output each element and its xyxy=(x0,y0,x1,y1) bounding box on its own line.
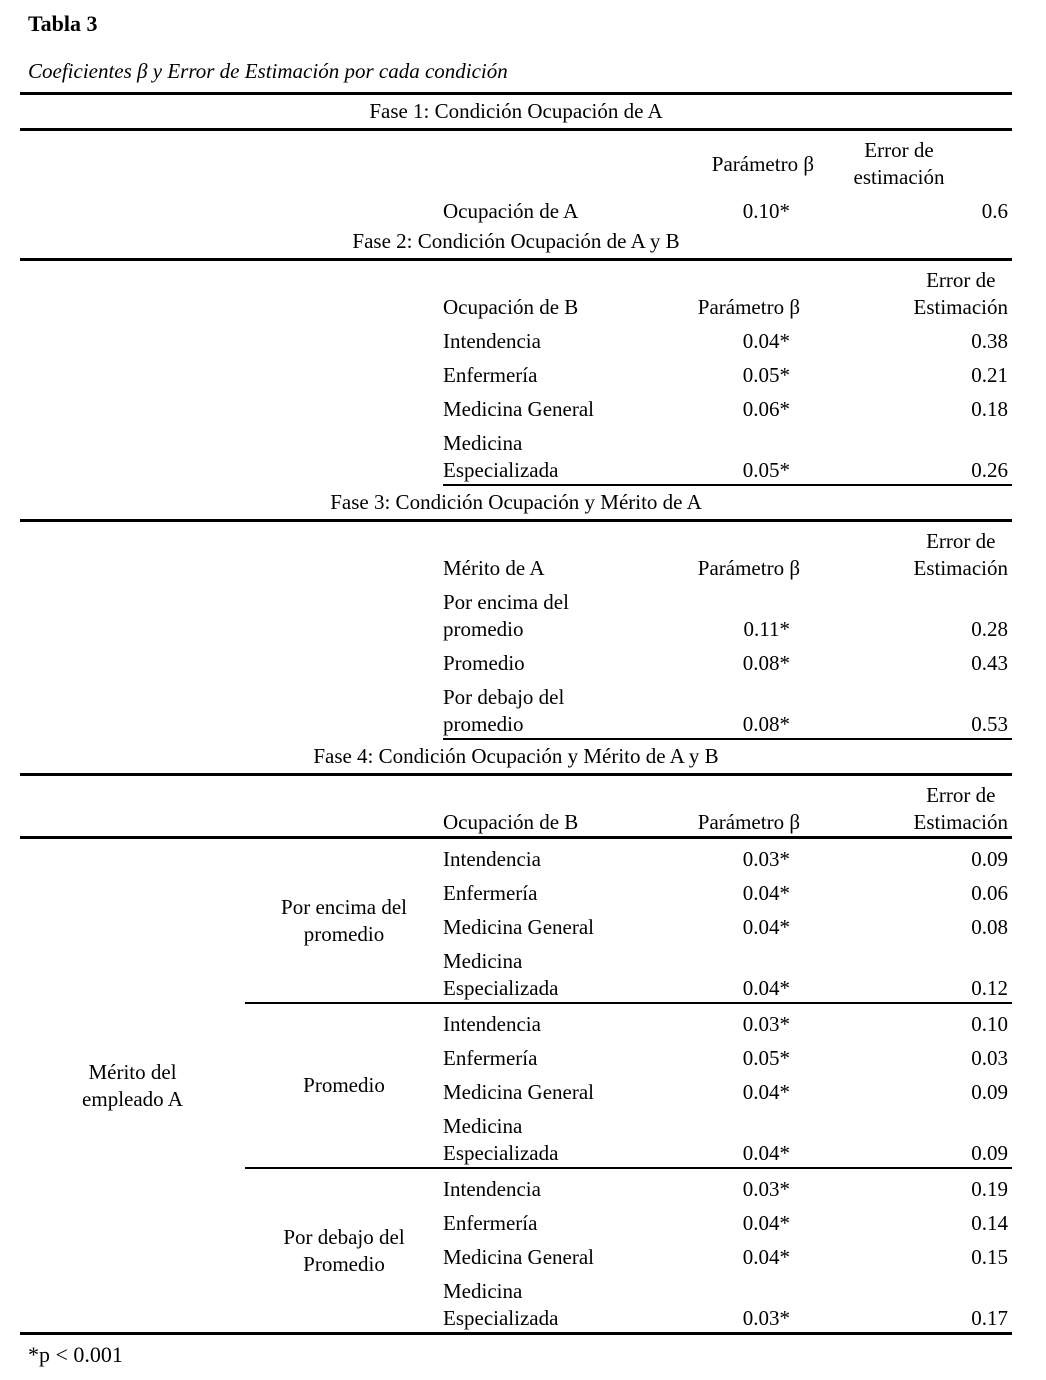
table-row xyxy=(443,907,1012,941)
error-value: 0.53 xyxy=(971,712,1008,736)
group-label: Por encima del promedio xyxy=(281,894,407,946)
row-label: Promedio xyxy=(443,651,525,675)
beta-value: 0.04* xyxy=(742,329,790,353)
col-header-parametro-label: Parámetro β xyxy=(711,151,814,176)
col-header-error-block xyxy=(854,137,945,191)
error-value: 0.09 xyxy=(971,1080,1008,1104)
row-label: Intendencia xyxy=(443,1177,541,1201)
col-header-parametro-label: Parámetro β xyxy=(697,295,800,319)
col-header-error-block xyxy=(914,782,1008,836)
group-promedio xyxy=(245,1004,1012,1169)
table-row xyxy=(20,355,1012,389)
error-value: 0.15 xyxy=(971,1245,1008,1269)
fase4-row-header xyxy=(20,839,245,1332)
error-value: 0.17 xyxy=(971,1306,1008,1330)
table-row xyxy=(20,423,1012,484)
col-header-error-line2: estimación xyxy=(853,165,945,189)
table-row xyxy=(20,191,1012,225)
row-label: Enfermería xyxy=(443,1211,538,1235)
error-value: 0.28 xyxy=(971,617,1008,641)
col-header-error-line1: Error de xyxy=(926,268,996,292)
col-header-error-line2: Estimación xyxy=(913,295,1008,319)
error-value: 0.6 xyxy=(981,199,1008,223)
col-header-ocupacion: Ocupación de B xyxy=(443,295,579,319)
table-row xyxy=(443,1106,1012,1167)
beta-value: 0.04* xyxy=(742,976,790,1000)
group-por-encima xyxy=(245,839,1012,1004)
col-header-error xyxy=(790,782,1012,836)
table-row xyxy=(443,1004,1012,1038)
error-value: 0.06 xyxy=(971,881,1008,905)
col-header-error xyxy=(790,137,1012,191)
fase4-row-header-label: Mérito del empleado A xyxy=(82,1059,183,1111)
table-row xyxy=(443,941,1012,1002)
row-label: Por debajo del promedio xyxy=(443,685,565,736)
beta-value: 0.04* xyxy=(742,1211,790,1235)
beta-value: 0.11* xyxy=(743,617,790,641)
error-value: 0.14 xyxy=(971,1211,1008,1235)
group-label: Promedio xyxy=(303,1073,385,1097)
error-value: 0.21 xyxy=(971,363,1008,387)
error-value: 0.26 xyxy=(971,458,1008,482)
col-header-error-block xyxy=(914,267,1008,321)
error-value: 0.10 xyxy=(971,1012,1008,1036)
table-row xyxy=(20,321,1012,355)
col-header-ocupacion: Ocupación de B xyxy=(443,810,579,834)
fase3-header-row xyxy=(20,522,1012,582)
col-header-error-line1: Error de xyxy=(926,529,996,553)
row-label: Por encima del promedio xyxy=(443,590,569,641)
table-row xyxy=(443,1038,1012,1072)
row-label: Intendencia xyxy=(443,1012,541,1036)
beta-value: 0.04* xyxy=(742,1080,790,1104)
col-header-error xyxy=(790,267,1012,321)
beta-value: 0.03* xyxy=(742,1306,790,1330)
row-label: Enfermería xyxy=(443,363,538,387)
col-header-error-line1: Error de xyxy=(926,783,996,807)
beta-value: 0.03* xyxy=(742,1177,790,1201)
table-row xyxy=(443,1271,1012,1332)
table xyxy=(20,92,1012,1335)
beta-value: 0.08* xyxy=(742,712,790,736)
fase4-body xyxy=(20,839,1012,1335)
fase4-heading: Fase 4: Condición Ocupación y Mérito de A y B xyxy=(20,740,1012,776)
beta-value: 0.08* xyxy=(742,651,790,675)
table-row xyxy=(20,677,1012,738)
error-value: 0.08 xyxy=(971,915,1008,939)
row-label: Ocupación de A xyxy=(443,199,579,223)
col-header-error-block xyxy=(914,528,1008,582)
row-label: Intendencia xyxy=(443,329,541,353)
error-value: 0.09 xyxy=(971,1141,1008,1165)
col-header-error-line2: Estimación xyxy=(913,556,1008,580)
beta-value: 0.05* xyxy=(742,363,790,387)
table-row xyxy=(443,1169,1012,1203)
error-value: 0.12 xyxy=(971,976,1008,1000)
table-row xyxy=(443,1203,1012,1237)
table-row xyxy=(20,389,1012,423)
col-header-parametro xyxy=(630,555,800,582)
beta-value: 0.04* xyxy=(742,1245,790,1269)
error-value: 0.43 xyxy=(971,651,1008,675)
group-por-debajo xyxy=(245,1169,1012,1332)
row-label: Medicina General xyxy=(443,1245,595,1269)
row-label: Medicina Especializada xyxy=(443,949,559,1000)
col-header-parametro xyxy=(630,151,814,178)
row-label: Medicina General xyxy=(443,915,595,939)
col-header-error xyxy=(790,528,1012,582)
fase2-header-row xyxy=(20,261,1012,321)
row-label: Medicina General xyxy=(443,1080,595,1104)
significance-footnote: *p < 0.001 xyxy=(28,1342,123,1367)
fase2-heading: Fase 2: Condición Ocupación de A y B xyxy=(20,225,1012,261)
beta-value: 0.04* xyxy=(742,1141,790,1165)
row-label: Intendencia xyxy=(443,847,541,871)
beta-value: 0.03* xyxy=(742,847,790,871)
row-label: Medicina Especializada xyxy=(443,1279,559,1330)
col-header-parametro xyxy=(630,809,800,836)
table-row xyxy=(20,582,1012,643)
fase4-header-row xyxy=(20,776,1012,839)
beta-value: 0.05* xyxy=(742,1046,790,1070)
fase4-groups xyxy=(245,839,1012,1332)
table-row xyxy=(443,1237,1012,1271)
fase1-header-row xyxy=(20,131,1012,191)
row-label: Enfermería xyxy=(443,881,538,905)
error-value: 0.38 xyxy=(971,329,1008,353)
fase1-heading: Fase 1: Condición Ocupación de A xyxy=(20,95,1012,131)
beta-value: 0.04* xyxy=(742,881,790,905)
beta-value: 0.06* xyxy=(742,397,790,421)
table-row xyxy=(443,1072,1012,1106)
error-value: 0.18 xyxy=(971,397,1008,421)
table-row xyxy=(443,839,1012,873)
fase3-heading: Fase 3: Condición Ocupación y Mérito de A xyxy=(20,486,1012,522)
row-label: Enfermería xyxy=(443,1046,538,1070)
table-caption: Coeficientes β y Error de Estimación por cada condición xyxy=(28,59,508,83)
col-header-merito: Mérito de A xyxy=(443,556,545,580)
beta-value: 0.04* xyxy=(742,915,790,939)
col-header-error-line1: Error de xyxy=(864,138,934,162)
col-header-error-line2: Estimación xyxy=(913,810,1008,834)
row-label: Medicina Especializada xyxy=(443,1114,559,1165)
beta-value: 0.10* xyxy=(742,199,790,223)
table-row xyxy=(443,873,1012,907)
error-value: 0.09 xyxy=(971,847,1008,871)
document-title: Tabla 3 xyxy=(28,11,98,36)
error-value: 0.03 xyxy=(971,1046,1008,1070)
col-header-parametro-label: Parámetro β xyxy=(697,556,800,580)
table-row xyxy=(20,643,1012,677)
row-label: Medicina General xyxy=(443,397,595,421)
col-header-parametro-label: Parámetro β xyxy=(697,810,800,834)
beta-value: 0.03* xyxy=(742,1012,790,1036)
row-label: Medicina Especializada xyxy=(443,431,559,482)
col-header-parametro xyxy=(630,294,800,321)
group-label: Por debajo del Promedio xyxy=(283,1224,405,1276)
error-value: 0.19 xyxy=(971,1177,1008,1201)
beta-value: 0.05* xyxy=(742,458,790,482)
